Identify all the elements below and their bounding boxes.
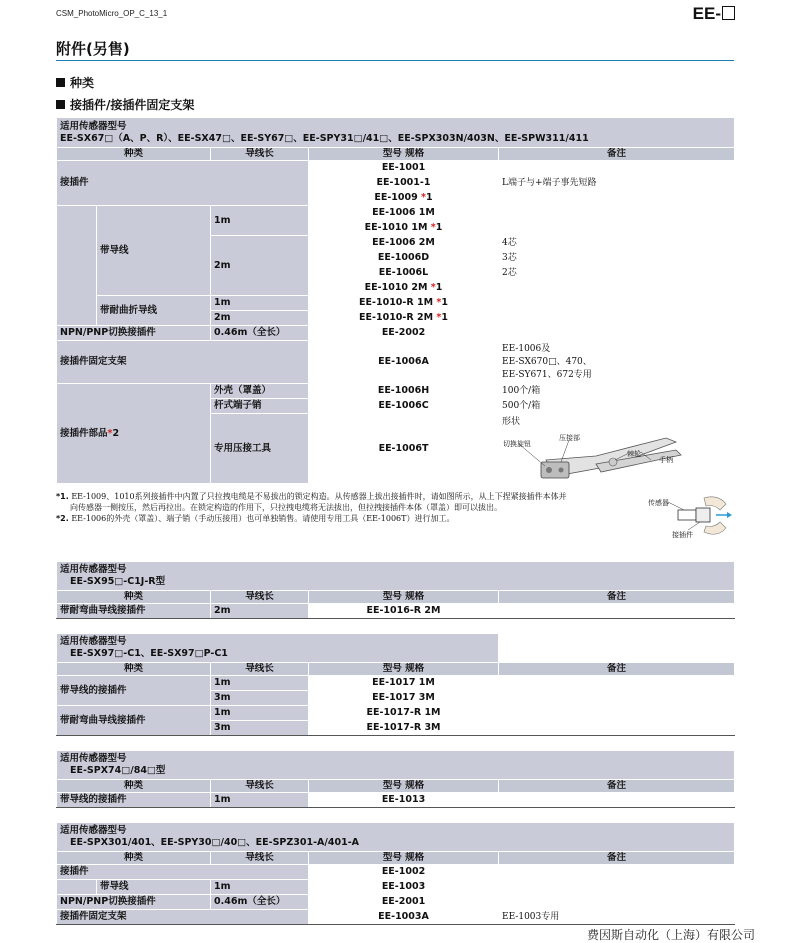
part-name: 杆式端子销	[211, 399, 309, 414]
remark-cell	[499, 161, 735, 176]
remark-cell	[499, 706, 735, 721]
square-bullet-icon	[56, 78, 65, 87]
footnote-mark: *2.	[56, 514, 69, 523]
remark-cell	[499, 281, 735, 296]
section-heading-text: 接插件/接插件固定支架	[70, 98, 195, 112]
cable-length: 1m	[211, 706, 309, 721]
applicable-label: 适用传感器型号	[60, 120, 127, 132]
remark-cell	[499, 221, 735, 236]
remark-shape-label: 形状	[502, 417, 521, 427]
col-remark: 备注	[499, 852, 735, 865]
label-handle: 手柄	[659, 456, 673, 464]
type-cell: 带耐弯曲导线接插件	[57, 604, 211, 619]
label-switch-knob: 切换旋钮	[503, 440, 531, 448]
col-model: 型号 规格	[309, 780, 499, 793]
footnotes	[56, 491, 646, 524]
remark-cell: L端子与+端子事先短路	[499, 176, 735, 191]
applicable-sensors	[57, 562, 735, 591]
type-with-cable: 带导线	[97, 880, 211, 895]
type-parts	[57, 384, 211, 484]
applicable-label: 适用传感器型号	[60, 753, 127, 764]
col-remark: 备注	[499, 591, 735, 604]
cable-length: 1m	[211, 296, 309, 311]
cable-length: 2m	[211, 236, 309, 296]
applicable-sensors	[57, 118, 735, 148]
type-connector: 接插件	[57, 161, 309, 206]
connector-table-3	[56, 633, 735, 736]
label-connector: 接插件	[672, 531, 693, 539]
model-text: EE-1010-R 1M	[359, 297, 434, 308]
placeholder-box-icon	[722, 6, 735, 20]
model-cell	[309, 221, 499, 236]
section-heading-connectors	[56, 96, 194, 113]
model-cell: EE-1013	[309, 793, 499, 808]
remark-cell	[499, 895, 735, 910]
model-cell: EE-2002	[309, 326, 499, 341]
section-heading-types	[56, 74, 94, 91]
cable-length: 0.46m（全长）	[211, 326, 309, 341]
footnote-1	[56, 491, 646, 502]
remark-cell	[499, 721, 735, 736]
remark-blank	[499, 634, 735, 663]
model-cell: EE-1017-R 3M	[309, 721, 499, 736]
applicable-models: EE-SPX301/401、EE-SPY30□/40□、EE-SPZ301-A/401-A	[70, 837, 359, 848]
model-cell: EE-1006H	[309, 384, 499, 399]
model-cell	[309, 296, 499, 311]
cable-length: 1m	[211, 206, 309, 236]
model-text: EE-1010 1M	[364, 222, 428, 233]
note-star: *	[430, 222, 436, 233]
cable-length: 3m	[211, 721, 309, 736]
remark-line: EE-SX670□、470、	[502, 356, 592, 367]
section-heading-text: 种类	[70, 76, 95, 90]
model-cell: EE-1006 1M	[309, 206, 499, 221]
model-cell: EE-1006T	[309, 414, 499, 484]
cable-length: 0.46m（全长）	[211, 895, 309, 910]
cable-length: 3m	[211, 691, 309, 706]
note-ref: 1	[441, 297, 448, 308]
model-cell: EE-2001	[309, 895, 499, 910]
remark-cell	[499, 676, 735, 691]
remark-cell	[499, 326, 735, 341]
label-sensor: 传感器	[648, 499, 669, 507]
remark-cell	[499, 691, 735, 706]
col-cable-length: 导线长	[211, 780, 309, 793]
remark-cell: EE-1003专用	[499, 910, 735, 925]
model-cell: EE-1016-R 2M	[309, 604, 499, 619]
note-ref: 2	[112, 427, 120, 439]
model-cell	[309, 311, 499, 326]
title-rule	[56, 60, 734, 61]
remark-cell	[499, 206, 735, 221]
col-cable-length: 导线长	[211, 148, 309, 161]
col-type: 种类	[57, 591, 211, 604]
type-cell: 带导线的接插件	[57, 676, 211, 706]
connector-table-5	[56, 822, 735, 925]
model-cell: EE-1006D	[309, 251, 499, 266]
col-remark: 备注	[499, 780, 735, 793]
col-type: 种类	[57, 780, 211, 793]
applicable-models: EE-SX95□-C1J-R型	[70, 576, 166, 587]
type-with-cable: 带导线	[97, 206, 211, 296]
type-cell: 带耐弯曲导线接插件	[57, 706, 211, 736]
remark-cell	[499, 311, 735, 326]
remark-line: EE-SY671、672专用	[502, 369, 592, 380]
remark-cell	[499, 793, 735, 808]
applicable-label: 适用传感器型号	[60, 636, 127, 647]
remark-cell	[499, 604, 735, 619]
col-model: 型号 规格	[309, 663, 499, 676]
note-star: *	[436, 312, 442, 323]
applicable-models: EE-SPX74□/84□型	[70, 765, 166, 776]
model-cell: EE-1006C	[309, 399, 499, 414]
model-cell: EE-1006L	[309, 266, 499, 281]
model-text: EE-1010 2M	[364, 282, 428, 293]
note-star: *	[421, 192, 427, 203]
col-cable-length: 导线长	[211, 591, 309, 604]
note-ref: 1	[435, 222, 443, 233]
model-cell: EE-1003	[309, 880, 499, 895]
model-text: EE-1009	[374, 192, 418, 203]
remark-cell	[499, 296, 735, 311]
footnote-mark: *1.	[56, 492, 69, 501]
note-star: *	[107, 427, 113, 439]
col-cable-length: 导线长	[211, 663, 309, 676]
remark-cell	[499, 191, 735, 206]
type-npn-pnp: NPN/PNP切换接插件	[57, 326, 211, 341]
footnote-text: EE-1009、1010系列接插件中内置了只拉拽电缆是不易拔出的锁定构造。从传感器上拔出接插件时，请如图所示，从上下捏紧接插件本体并	[71, 492, 567, 501]
label-crimp: 压接部	[559, 434, 580, 442]
model-heading-text: EE-	[692, 4, 721, 23]
model-cell: EE-1006A	[309, 341, 499, 384]
applicable-sensors	[57, 634, 499, 663]
applicable-sensors	[57, 823, 735, 852]
cable-length: 1m	[211, 793, 309, 808]
col-type: 种类	[57, 148, 211, 161]
crimp-tool-illustration	[501, 428, 731, 482]
model-cell: EE-1001-1	[309, 176, 499, 191]
model-cell: EE-1003A	[309, 910, 499, 925]
col-remark: 备注	[499, 148, 735, 161]
note-ref: 1	[426, 192, 433, 203]
footnote-text: EE-1006的外壳（罩盖）、端子销（手动压接用）也可单独销售。请使用专用工具（EE-1006T）进行加工。	[71, 514, 455, 523]
type-parts-text: 接插件部品	[60, 427, 108, 439]
cable-length: 1m	[211, 676, 309, 691]
remark-cell	[499, 865, 735, 880]
remark-cell	[499, 341, 735, 384]
applicable-label: 适用传感器型号	[60, 564, 127, 575]
remark-cell: 500个/箱	[499, 399, 735, 414]
applicable-models: EE-SX97□-C1、EE-SX97□P-C1	[70, 648, 228, 659]
cable-length: 2m	[211, 604, 309, 619]
footnote-1-cont: 向传感器一侧按压，然后再拉出。在锁定构造的作用下，只拉拽电缆将无法拔出，但拉拽接插件本体（罩盖）即可以拔出。	[70, 503, 502, 512]
model-cell: EE-1017 1M	[309, 676, 499, 691]
type-npn-pnp: NPN/PNP切换接插件	[57, 895, 211, 910]
note-star: *	[436, 297, 442, 308]
footnote-2	[56, 513, 646, 524]
applicable-sensors	[57, 751, 735, 780]
remark-cell: 3芯	[499, 251, 735, 266]
remark-cell: 100个/箱	[499, 384, 735, 399]
col-cable-length: 导线长	[211, 852, 309, 865]
remark-cell	[499, 880, 735, 895]
note-ref: 1	[435, 282, 443, 293]
model-cell: EE-1006 2M	[309, 236, 499, 251]
model-cell	[309, 191, 499, 206]
type-bracket: 接插件固定支架	[57, 341, 309, 384]
model-cell: EE-1017 3M	[309, 691, 499, 706]
col-model: 型号 规格	[309, 591, 499, 604]
connector-table-1	[56, 117, 735, 484]
note-ref: 1	[441, 312, 448, 323]
part-name: 专用压接工具	[211, 414, 309, 484]
remark-cell: 4芯	[499, 236, 735, 251]
model-text: EE-1010-R 2M	[359, 312, 434, 323]
page-title: 附件(另售)	[56, 40, 130, 58]
model-cell: EE-1017-R 1M	[309, 706, 499, 721]
cable-length: 2m	[211, 311, 309, 326]
model-cell: EE-1001	[309, 161, 499, 176]
connector-table-4	[56, 750, 735, 808]
model-heading	[693, 4, 735, 24]
type-connector: 接插件	[57, 865, 309, 880]
label-ratchet: 棘轮	[627, 450, 641, 458]
remark-cell-tool	[499, 414, 735, 484]
part-name: 外壳（罩盖）	[211, 384, 309, 399]
type-indent	[57, 880, 97, 895]
applicable-label: 适用传感器型号	[60, 825, 127, 836]
col-type: 种类	[57, 663, 211, 676]
square-bullet-icon	[56, 100, 65, 109]
type-cell: 带导线的接插件	[57, 793, 211, 808]
col-remark: 备注	[499, 663, 735, 676]
connector-table-2	[56, 561, 735, 619]
model-cell	[309, 281, 499, 296]
model-cell: EE-1002	[309, 865, 499, 880]
company-name: 费因斯自动化（上海）有限公司	[586, 928, 755, 942]
remark-cell: 2芯	[499, 266, 735, 281]
col-type: 种类	[57, 852, 211, 865]
cable-length: 1m	[211, 880, 309, 895]
type-bracket: 接插件固定支架	[57, 910, 309, 925]
type-indent	[57, 206, 97, 326]
applicable-models: EE-SX67□（A、P、R）、EE-SX47□、EE-SY67□、EE-SPY31□/41□、EE-SPX303N/403N、EE-SPW311/411	[60, 132, 589, 144]
type-bend-cable: 带耐曲折导线	[97, 296, 211, 326]
col-model: 型号 规格	[309, 148, 499, 161]
document-id: CSM_PhotoMicro_OP_C_13_1	[56, 9, 168, 18]
remark-line: EE-1006及	[502, 343, 551, 354]
note-star: *	[430, 282, 436, 293]
col-model: 型号 规格	[309, 852, 499, 865]
